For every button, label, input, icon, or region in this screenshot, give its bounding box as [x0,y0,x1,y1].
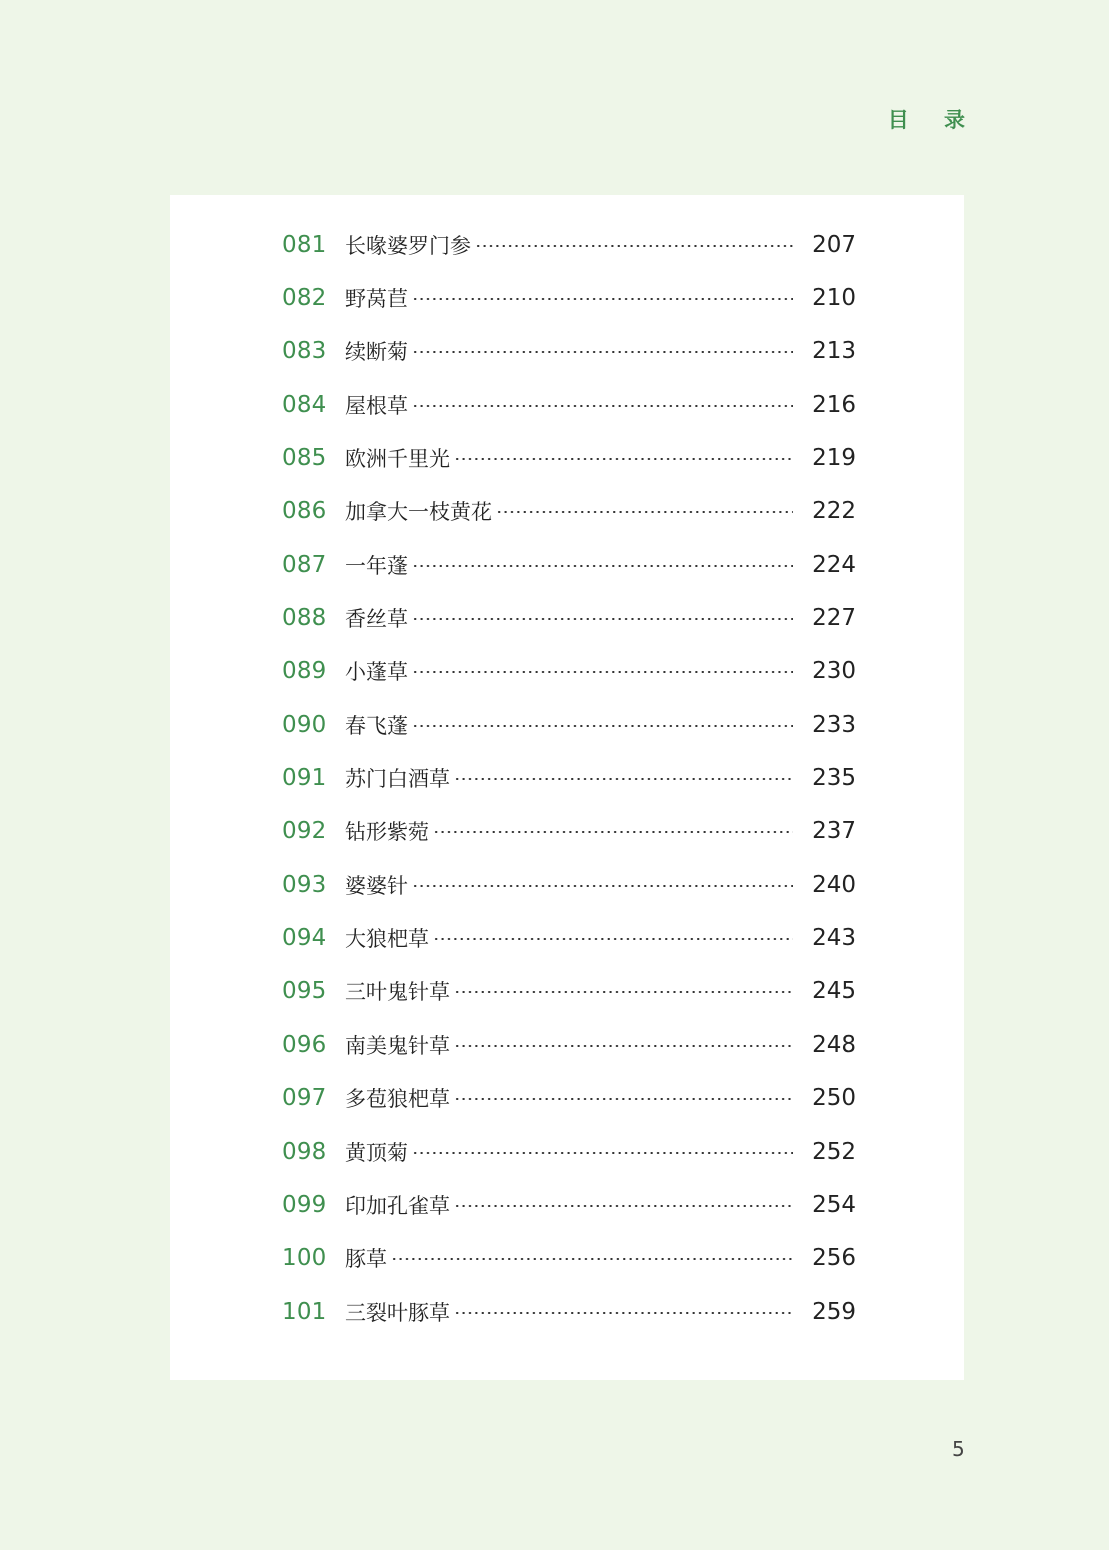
toc-entry-page-number: 254 [812,1191,856,1218]
toc-entry-number: 099 [282,1191,327,1218]
toc-entry-number: 084 [282,391,327,418]
toc-entry-number: 091 [282,765,327,792]
dot-leader [412,671,793,673]
page-number: 5 [952,1437,965,1461]
dot-leader [433,938,793,940]
toc-entry-title-group [345,1030,793,1060]
toc-entry[interactable] [170,485,964,538]
toc-entry-title-group [345,656,793,686]
toc-entry-number: 096 [282,1031,327,1058]
toc-entry-title-group [345,1190,793,1220]
dot-leader [412,298,793,300]
toc-entry-number: 085 [282,445,327,472]
toc-entry-title: 春飞蓬 [345,713,408,738]
toc-entry-title-group [345,763,793,793]
toc-entry-number: 090 [282,711,327,738]
toc-entry-title: 长喙婆罗门参 [345,233,471,258]
toc-entry-page-number: 250 [812,1085,856,1112]
toc-entry-number: 088 [282,605,327,632]
dot-leader [475,245,793,247]
dot-leader [412,618,793,620]
toc-entry-page-number: 237 [812,818,856,845]
toc-entry-number: 086 [282,498,327,525]
toc-entry-title-group [345,1083,793,1113]
dot-leader [454,1045,793,1047]
toc-entry-title-group [345,1137,793,1167]
toc-entry-number: 083 [282,338,327,365]
toc-entry-page-number: 245 [812,978,856,1005]
toc-entry-title: 豚草 [345,1247,387,1272]
toc-entry[interactable] [170,1072,964,1125]
toc-entry-title-group [345,283,793,313]
toc-entry-title: 一年蓬 [345,553,408,578]
toc-entry-number: 100 [282,1245,327,1272]
toc-entry-page-number: 224 [812,551,856,578]
toc-entry-number: 095 [282,978,327,1005]
toc-entry-title-group [345,230,793,260]
toc-entry-title-group [345,870,793,900]
toc-entry-title-group [345,550,793,580]
toc-entry[interactable] [170,858,964,911]
dot-leader [454,991,793,993]
toc-entry-page-number: 222 [812,498,856,525]
toc-entry-page-number: 233 [812,711,856,738]
toc-entry-title-group [345,603,793,633]
toc-entry[interactable] [170,965,964,1018]
dot-leader [391,1258,793,1260]
toc-entry-page-number: 256 [812,1245,856,1272]
toc-entry-number: 093 [282,871,327,898]
toc-entry-title-group [345,443,793,473]
toc-entry-title-group [345,923,793,953]
dot-leader [454,1312,793,1314]
dot-leader [412,565,793,567]
toc-entry-title: 三裂叶豚草 [345,1300,450,1325]
toc-entry-page-number: 248 [812,1031,856,1058]
toc-entry-title: 野莴苣 [345,287,408,312]
toc-entry[interactable] [170,325,964,378]
toc-entry-page-number: 210 [812,285,856,312]
toc-entry-page-number: 219 [812,445,856,472]
toc-entry[interactable] [170,218,964,271]
toc-entry-title-group [345,1297,793,1327]
toc-entry-title-group [345,1243,793,1273]
toc-entry-page-number: 243 [812,925,856,952]
toc-entry-page-number: 207 [812,231,856,258]
toc-entry-number: 087 [282,551,327,578]
toc-entry-title: 三叶鬼针草 [345,980,450,1005]
toc-entry-number: 082 [282,285,327,312]
toc-entry[interactable] [170,911,964,964]
dot-leader [412,351,793,353]
toc-entry-page-number: 213 [812,338,856,365]
toc-entry-number: 094 [282,925,327,952]
toc-entry-title: 婆婆针 [345,873,408,898]
toc-entry-page-number: 259 [812,1298,856,1325]
dot-leader [496,511,793,513]
dot-leader [454,1098,793,1100]
toc-entry-title-group [345,816,793,846]
toc-entry[interactable] [170,591,964,644]
toc-entry-page-number: 216 [812,391,856,418]
toc-entry-page-number: 240 [812,871,856,898]
toc-entry-title: 多苞狼杷草 [345,1087,450,1112]
toc-entry-title: 屋根草 [345,393,408,418]
toc-entry-number: 081 [282,231,327,258]
toc-entry-title-group [345,976,793,1006]
toc-entry-number: 097 [282,1085,327,1112]
toc-entry[interactable] [170,751,964,804]
page-header-title: 目 录 [887,108,979,132]
toc-entry-number: 092 [282,818,327,845]
toc-entry-title-group [345,390,793,420]
toc-entry[interactable] [170,1232,964,1285]
toc-entry-title: 黄顶菊 [345,1140,408,1165]
toc-entry[interactable] [170,378,964,431]
toc-entry-title: 小蓬草 [345,660,408,685]
toc-entry-title-group [345,710,793,740]
toc-entry[interactable] [170,805,964,858]
toc-entry-title: 钻形紫菀 [345,820,429,845]
toc-entry[interactable] [170,431,964,484]
toc-entry-page-number: 227 [812,605,856,632]
dot-leader [454,458,793,460]
toc-entry-number: 089 [282,658,327,685]
toc-entry[interactable] [170,1125,964,1178]
toc-entry[interactable] [170,271,964,324]
dot-leader [412,885,793,887]
toc-entry-number: 101 [282,1298,327,1325]
toc-entry-title: 苏门白酒草 [345,767,450,792]
toc-entry-title: 香丝草 [345,607,408,632]
toc-entry-title: 欧洲千里光 [345,447,450,472]
dot-leader [433,831,793,833]
toc-entry-page-number: 252 [812,1138,856,1165]
toc-entry-title: 印加孔雀草 [345,1193,450,1218]
toc-entry-title: 续断菊 [345,340,408,365]
toc-entry[interactable] [170,645,964,698]
toc-entry[interactable] [170,1178,964,1231]
toc-entry[interactable] [170,698,964,751]
toc-entry-title-group [345,336,793,366]
toc-entry-title: 大狼杷草 [345,927,429,952]
toc-entry-page-number: 235 [812,765,856,792]
dot-leader [412,405,793,407]
toc-entry[interactable] [170,1285,964,1338]
toc-entry-number: 098 [282,1138,327,1165]
dot-leader [412,725,793,727]
toc-entry-title-group [345,496,793,526]
dot-leader [454,778,793,780]
table-of-contents-list [170,218,964,1338]
table-of-contents-panel [170,195,964,1380]
toc-entry[interactable] [170,1018,964,1071]
toc-entry-title: 南美鬼针草 [345,1033,450,1058]
toc-entry[interactable] [170,538,964,591]
toc-entry-title: 加拿大一枝黄花 [345,500,492,525]
dot-leader [412,1152,793,1154]
dot-leader [454,1205,793,1207]
toc-entry-page-number: 230 [812,658,856,685]
